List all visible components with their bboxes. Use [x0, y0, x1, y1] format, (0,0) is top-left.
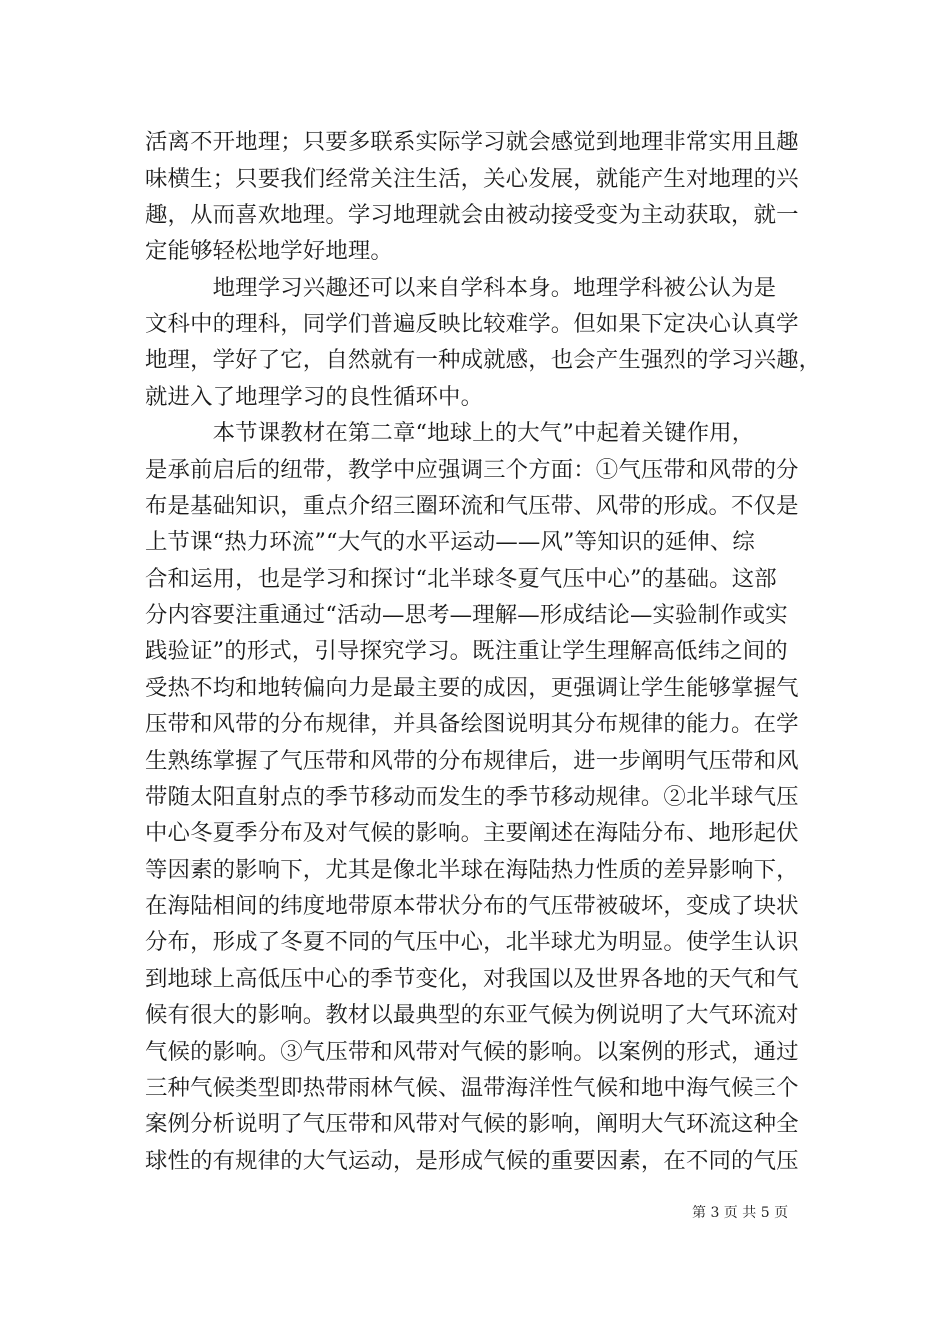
- text-line: 活离不开地理；只要多联系实际学习就会感觉到地理非常实用且趣: [145, 129, 799, 155]
- text-line: 地理学习兴趣还可以来自学科本身。地理学科被公认为是: [145, 275, 777, 301]
- text-line: 等因素的影响下，尤其是像北半球在海陆热力性质的差异影响下，: [145, 857, 799, 883]
- text-line: 是承前启后的纽带，教学中应强调三个方面：①气压带和风带的分: [145, 457, 799, 483]
- text-line: 上节课“热力环流”“大气的水平运动——风”等知识的延伸、综: [145, 529, 755, 555]
- text-line: 生熟练掌握了气压带和风带的分布规律后，进一步阐明气压带和风: [145, 748, 799, 774]
- text-line: 中心冬夏季分布及对气候的影响。主要阐述在海陆分布、地形起伏: [145, 820, 799, 846]
- text-line: 文科中的理科，同学们普遍反映比较难学。但如果下定决心认真学: [145, 311, 799, 337]
- text-line: 在海陆相间的纬度地带原本带状分布的气压带被破坏，变成了块状: [145, 893, 799, 919]
- text-line: 味横生；只要我们经常关注生活，关心发展，就能产生对地理的兴: [145, 166, 799, 192]
- text-line: 定能够轻松地学好地理。: [145, 238, 393, 264]
- text-line: 分布，形成了冬夏不同的气压中心，北半球尤为明显。使学生认识: [145, 929, 799, 955]
- text-line: 分内容要注重通过“活动—思考—理解—形成结论—实验制作或实: [145, 602, 788, 628]
- text-line: 案例分析说明了气压带和风带对气候的影响，阐明大气环流这种全: [145, 1111, 799, 1137]
- text-line: 到地球上高低压中心的季节变化，对我国以及世界各地的天气和气: [145, 966, 799, 992]
- text-line: 气候的影响。③气压带和风带对气候的影响。以案例的形式，通过: [145, 1039, 799, 1065]
- text-line: 带随太阳直射点的季节移动而发生的季节移动规律。②北半球气压: [145, 784, 799, 810]
- text-line: 布是基础知识，重点介绍三圈环流和气压带、风带的形成。不仅是: [145, 493, 799, 519]
- text-line: 压带和风带的分布规律，并具备绘图说明其分布规律的能力。在学: [145, 711, 799, 737]
- page-number-footer: 第 3 页 共 5 页: [692, 1205, 789, 1221]
- text-line: 地理，学好了它，自然就有一种成就感，也会产生强烈的学习兴趣，: [145, 347, 822, 373]
- text-line: 球性的有规律的大气运动，是形成气候的重要因素，在不同的气压: [145, 1148, 799, 1174]
- text-line: 趣，从而喜欢地理。学习地理就会由被动接受变为主动获取，就一: [145, 202, 799, 228]
- text-line: 践验证”的形式，引导探究学习。既注重让学生理解高低纬之间的: [145, 638, 788, 664]
- text-line: 本节课教材在第二章“地球上的大气”中起着关键作用，: [145, 420, 755, 446]
- text-line: 就进入了地理学习的良性循环中。: [145, 384, 484, 410]
- text-line: 合和运用，也是学习和探讨“北半球冬夏气压中心”的基础。这部: [145, 566, 777, 592]
- text-line: 受热不均和地转偏向力是最主要的成因，更强调让学生能够掌握气: [145, 675, 799, 701]
- text-line: 三种气候类型即热带雨林气候、温带海洋性气候和地中海气候三个: [145, 1075, 799, 1101]
- text-line: 候有很大的影响。教材以最典型的东亚气候为例说明了大气环流对: [145, 1002, 799, 1028]
